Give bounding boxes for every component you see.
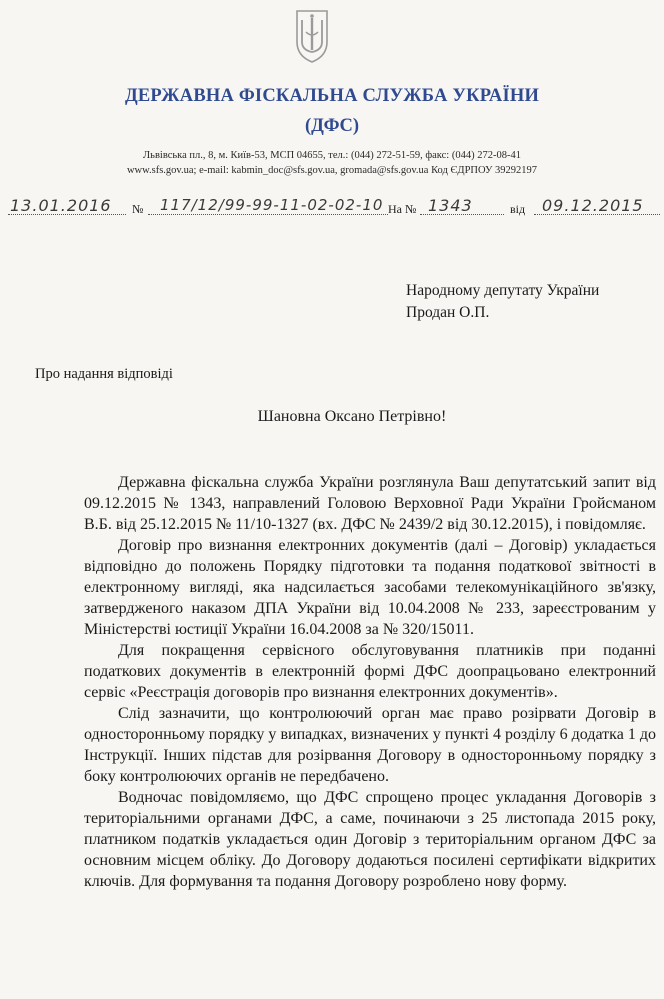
outgoing-number: 117/12/99-99-11-02-02-10 (160, 196, 384, 214)
address-block (0, 148, 664, 178)
salutation: Шановна Оксано Петрівно! (257, 408, 447, 425)
body-paragraph: Державна фіскальна служба України розглянула Ваш депутатський запит від 09.12.2015 № 1343, направлений Головою Верховної Ради України Гройсманом В.Б. від 25.12.2015 № 11/10-1327 (вх. ДФС № 2439/2 від 30.12.2015), і повідомляє. (84, 474, 656, 533)
number-underline (148, 214, 388, 215)
organization-title: ДЕРЖАВНА ФІСКАЛЬНА СЛУЖБА УКРАЇНИ (124, 86, 540, 106)
body-paragraph: Договір про визнання електронних документів (далі – Договір) укладається відповідно до положень Порядку підготовки та подання податкової звітності в електронному вигляді, яка надсилається засобами телекомунікаційного зв'язку, затвердженого наказом ДПА України від 10.04.2008 № 233, зареєстрованим у Міністерстві юстиції України 16.04.2008 за № 320/15011. (84, 537, 656, 638)
registration-line (0, 196, 664, 220)
reply-date-underline (534, 214, 660, 215)
organization-abbreviation: (ДФС) (304, 116, 360, 136)
date-underline (8, 214, 126, 215)
contacts-line: www.sfs.gov.ua; e-mail: kabmin_doc@sfs.gov.ua, gromada@sfs.gov.ua Код ЄДРПОУ 39292197 (126, 165, 538, 176)
letter-body (84, 472, 656, 892)
number-label: № (132, 202, 144, 216)
from-label: від (510, 202, 526, 216)
reply-to-date: 09.12.2015 (542, 196, 644, 215)
body-paragraph: Водночас повідомляємо, що ДФС спрощено процес укладання Договорів з територіальними органами ДФС, а саме, починаючи з 25 листопада 2015 року, платником податків укладається один Договір з територіальним органом ДФС за основним місцем обліку. До Договору додаються посилені сертифікати відкритих ключів. Для формування та подання Договору розроблено нову форму. (84, 789, 656, 890)
letter-subject: Про надання відповіді (35, 366, 173, 382)
reply-to-label: На № (388, 202, 417, 216)
body-paragraph: Слід зазначити, що контролюючий орган має право розірвати Договір в односторонньому порядку у випадках, визначених у пункті 4 розділу 6 додатка 1 до Інструкції. Інших підстав для розірвання Договору в односторонньому порядку з боку контролюючих органів не передбачено. (84, 705, 656, 785)
outgoing-date: 13.01.2016 (10, 196, 112, 215)
addressee-name: Продан О.П. (406, 304, 490, 321)
addressee-block (406, 280, 599, 324)
reply-number-underline (420, 214, 504, 215)
address-line: Львівська пл., 8, м. Київ-53, МСП 04655, тел.: (044) 272-51-59, факс: (044) 272-08-41 (143, 150, 521, 161)
reply-to-number: 1343 (428, 196, 473, 215)
trident-coat-of-arms-icon (294, 8, 330, 64)
addressee-title: Народному депутату України (406, 282, 600, 299)
body-paragraph: Для покращення сервісного обслуговування платників при поданні податкових документів в електронній формі ДФС доопрацьовано електронний сервіс «Реєстрація договорів про визнання електронних документів». (84, 642, 656, 701)
